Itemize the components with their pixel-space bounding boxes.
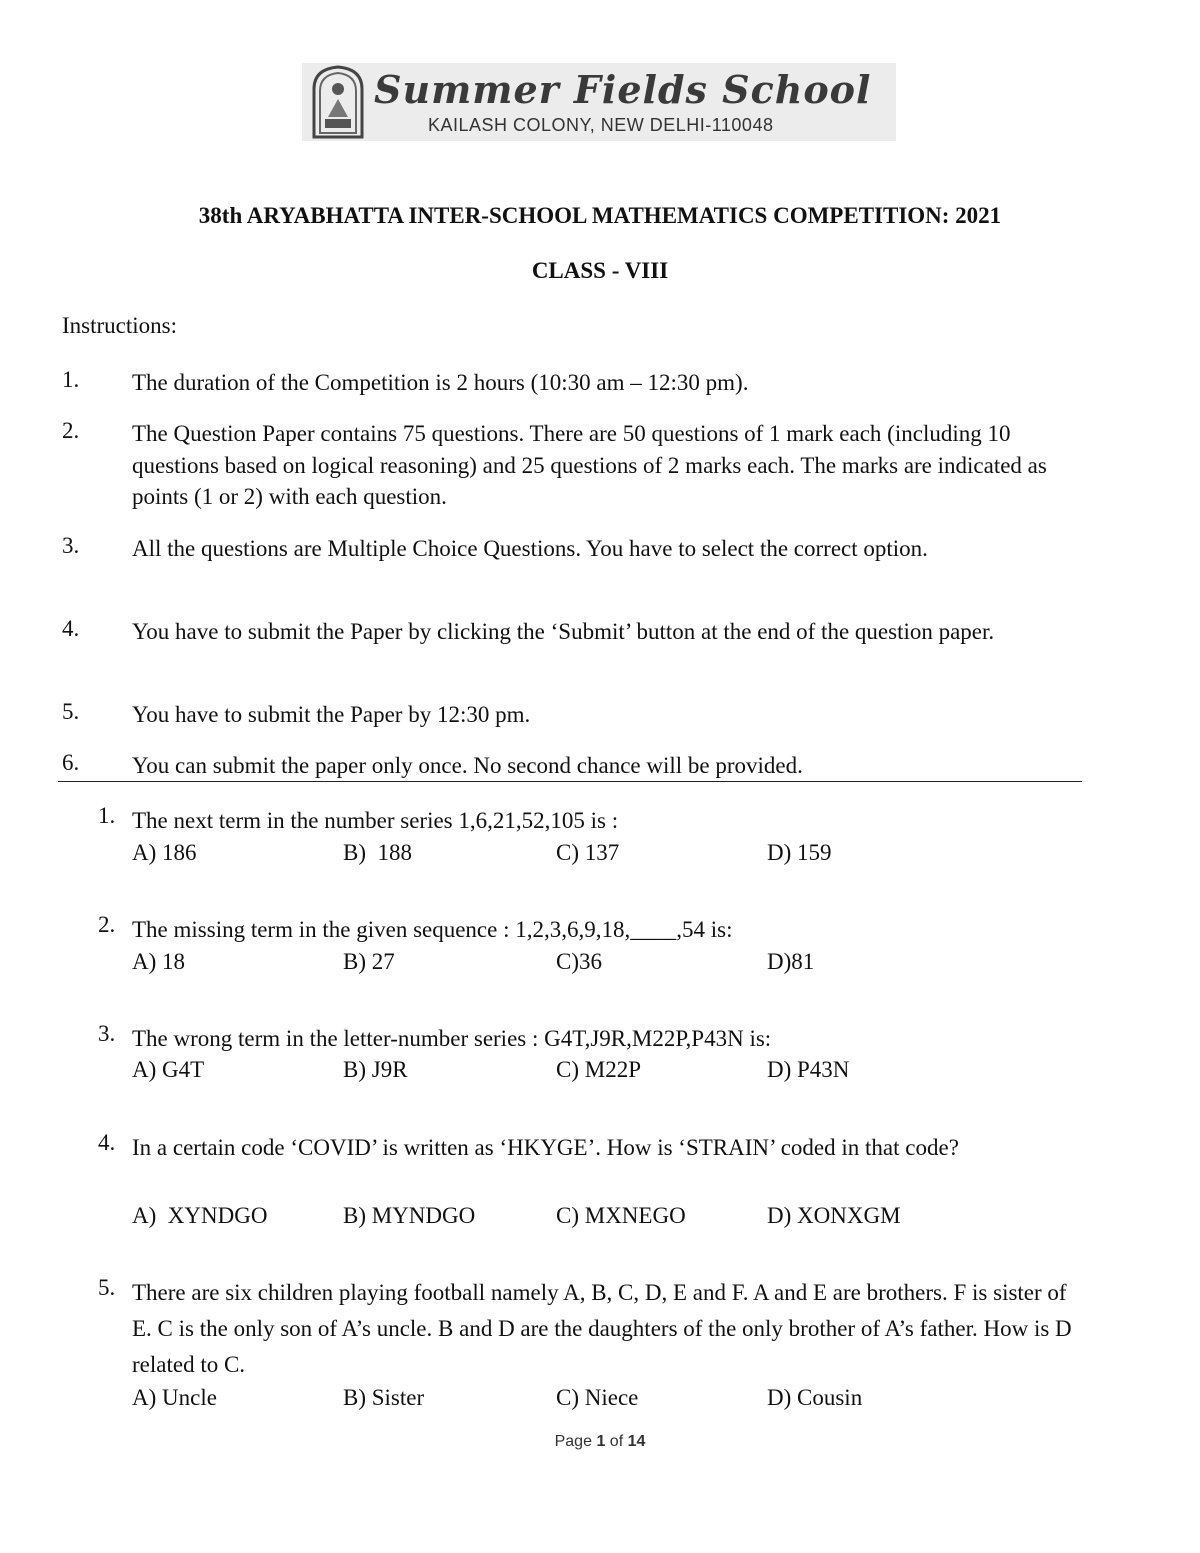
option-a[interactable]: A) 186 — [132, 840, 197, 865]
school-name: Summer Fields School — [374, 67, 872, 112]
competition-title: 38th ARYABHATTA INTER-SCHOOL MATHEMATICS COMPETITION: 2021 — [198, 203, 1002, 228]
instruction-number: 6. — [62, 750, 80, 775]
question-text: The missing term in the given sequence : 1,2,3,6,9,18,____,54 is: — [132, 917, 733, 942]
instruction-text: You can submit the paper only once. No second chance will be provided. — [132, 753, 803, 778]
option-b[interactable]: B) J9R — [343, 1057, 408, 1082]
option-d[interactable]: D) 159 — [767, 840, 832, 865]
option-a[interactable]: A) 18 — [132, 949, 186, 974]
option-c[interactable]: C) M22P — [556, 1057, 641, 1082]
option-d[interactable]: D) P43N — [767, 1057, 850, 1082]
question-text: The next term in the number series 1,6,21,52,105 is : — [132, 808, 619, 833]
instruction-number: 5. — [62, 699, 80, 724]
option-c[interactable]: C) Niece — [556, 1385, 639, 1410]
question-number: 2. — [98, 912, 116, 937]
footer-page-number: 1 — [596, 1433, 606, 1450]
instruction-number: 4. — [62, 616, 80, 641]
option-c[interactable]: C) 137 — [556, 840, 620, 865]
footer-of-word: of — [609, 1433, 624, 1450]
option-a[interactable]: A) G4T — [132, 1057, 205, 1082]
footer-page-word: Page — [554, 1433, 592, 1450]
option-c[interactable]: C) MXNEGO — [556, 1203, 686, 1228]
instruction-number: 3. — [62, 533, 80, 558]
question-number: 4. — [98, 1130, 116, 1155]
instruction-text: The duration of the Competition is 2 hours (10:30 am – 12:30 pm). — [132, 370, 749, 395]
instructions-heading: Instructions: — [62, 313, 177, 338]
instruction-text: The Question Paper contains 75 questions. There are 50 questions of 1 mark each (including 10 questions based on logical reasoning) and 25 questions of 2 marks each. The marks are indicated as points (1 or 2) with each question. — [132, 421, 1047, 509]
option-b[interactable]: B) 27 — [343, 949, 395, 974]
instruction-text: You have to submit the Paper by clicking the ‘Submit’ button at the end of the question paper. — [132, 619, 995, 644]
option-b[interactable]: B) MYNDGO — [343, 1203, 476, 1228]
question-text: In a certain code ‘COVID’ is written as ‘HKYGE’. How is ‘STRAIN’ coded in that code? — [132, 1135, 959, 1160]
question-number: 1. — [98, 803, 116, 828]
question-number: 5. — [98, 1275, 116, 1300]
question-text: There are six children playing football namely A, B, C, D, E and F. A and E are brothers. F is sister of E. C is the only son of A’s uncle. B and D are the daughters of the only brother of A’s father. How is D related to C. — [132, 1280, 1072, 1377]
page-footer — [0, 1433, 1200, 1451]
instruction-number: 1. — [62, 367, 80, 392]
school-address: KAILASH COLONY, NEW DELHI-110048 — [428, 115, 774, 135]
class-label: CLASS - VIII — [531, 258, 669, 283]
instruction-number: 2. — [62, 418, 80, 443]
section-divider — [58, 781, 1082, 782]
question-text: The wrong term in the letter-number series : G4T,J9R,M22P,P43N is: — [132, 1026, 772, 1051]
option-b[interactable]: B) Sister — [343, 1385, 425, 1410]
instruction-text: All the questions are Multiple Choice Questions. You have to select the correct option. — [132, 536, 928, 561]
question-number: 3. — [98, 1021, 116, 1046]
option-b[interactable]: B) 188 — [343, 840, 412, 865]
school-crest-icon — [308, 65, 368, 139]
instruction-text: You have to submit the Paper by 12:30 pm. — [132, 702, 531, 727]
option-d[interactable]: D)81 — [767, 949, 815, 974]
option-d[interactable]: D) Cousin — [767, 1385, 863, 1410]
option-c[interactable]: C)36 — [556, 949, 602, 974]
option-d[interactable]: D) XONXGM — [767, 1203, 901, 1228]
option-a[interactable]: A) Uncle — [132, 1385, 217, 1410]
option-a[interactable]: A) XYNDGO — [132, 1203, 268, 1228]
letterhead — [302, 63, 896, 141]
footer-total-pages: 14 — [627, 1433, 646, 1450]
